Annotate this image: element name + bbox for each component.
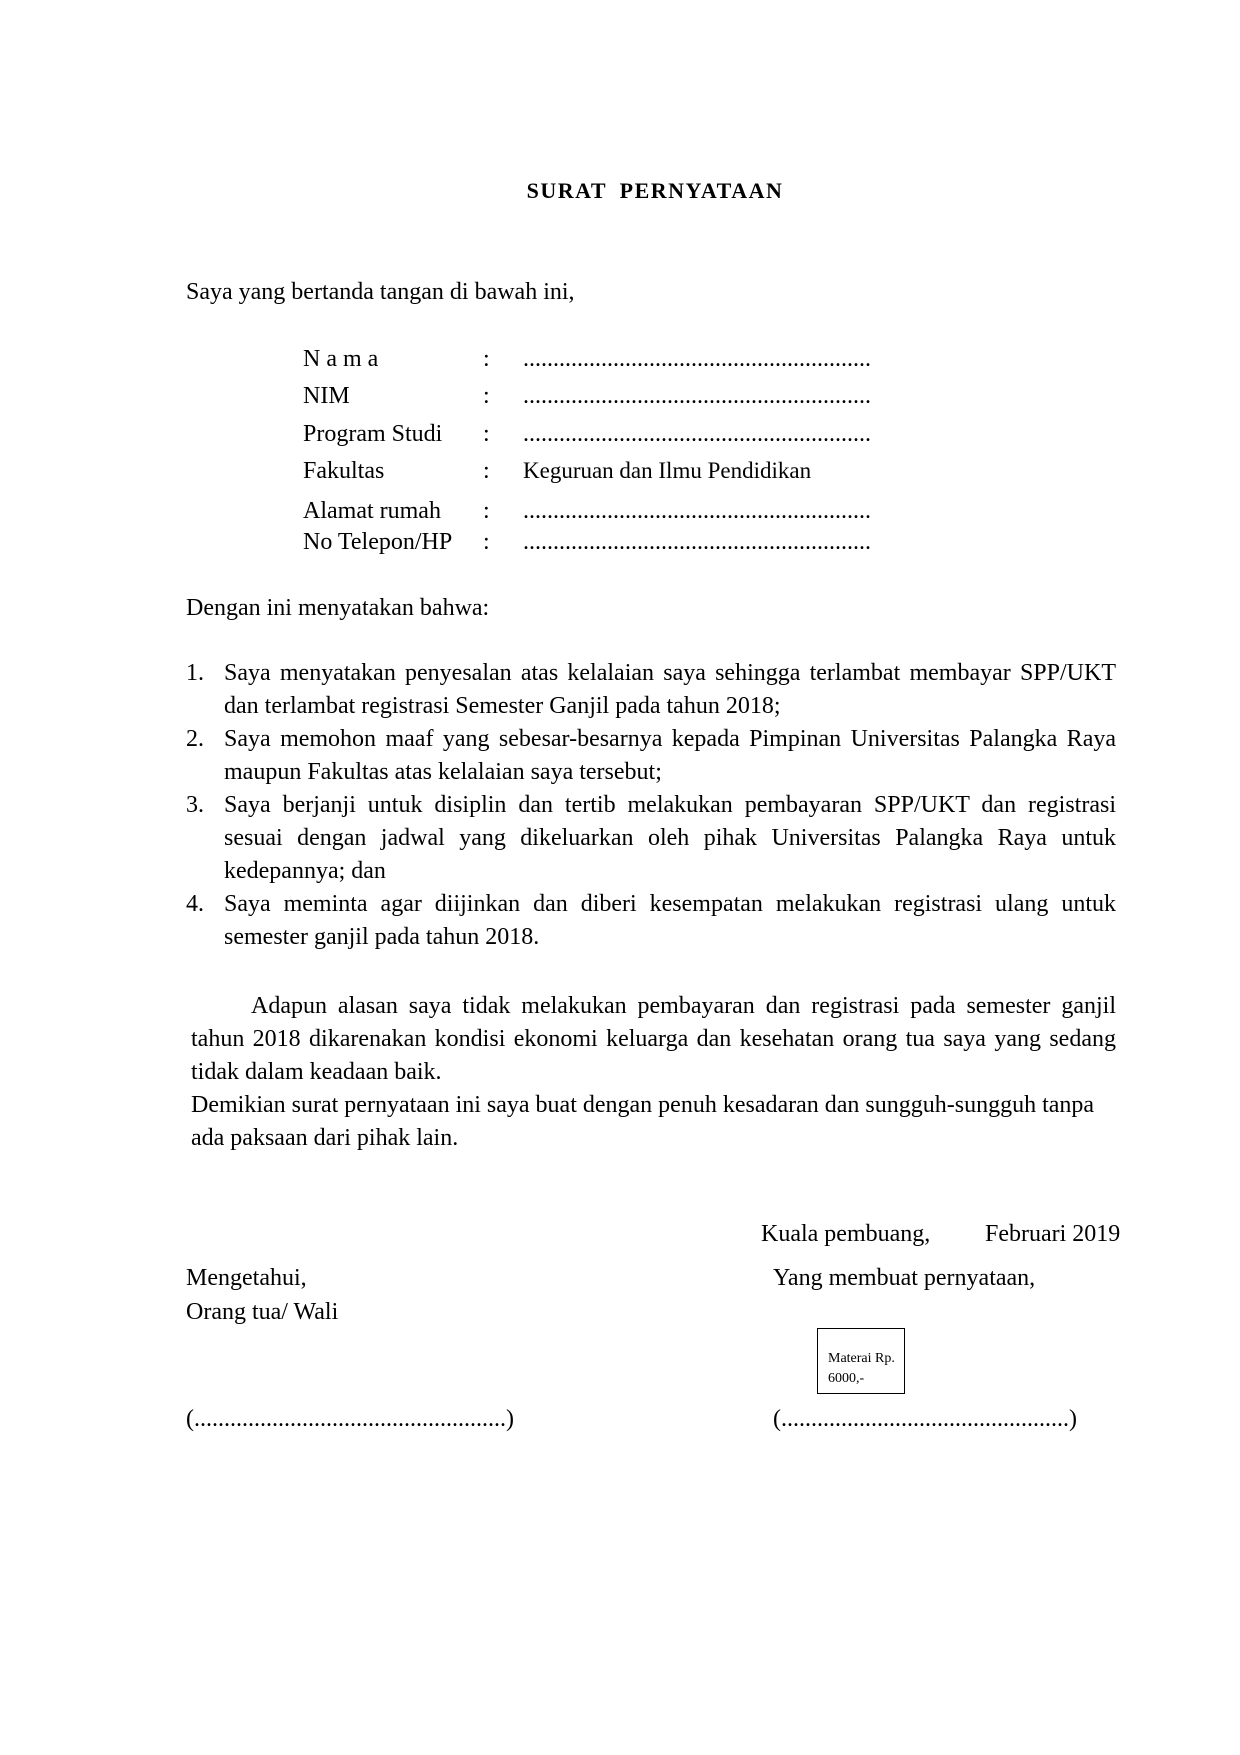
- statement-intro: Dengan ini menyatakan bahwa:: [186, 595, 490, 621]
- stamp-amount: 6000,-: [828, 1371, 865, 1386]
- statement-list: [186, 657, 1116, 954]
- field-label: Alamat rumah: [303, 498, 441, 524]
- list-item: [186, 789, 1116, 888]
- stamp-label: Materai Rp.: [828, 1351, 895, 1366]
- field-label: NIM: [303, 383, 350, 409]
- field-label: No Telepon/HP: [303, 529, 453, 555]
- document-title: SURAT PERNYATAAN: [526, 178, 784, 203]
- field-colon: :: [483, 529, 490, 555]
- field-colon: :: [483, 458, 490, 484]
- date-text: Februari 2019: [985, 1221, 1121, 1247]
- list-item: [186, 723, 1116, 789]
- field-label: Program Studi: [303, 421, 443, 447]
- field-value: ..........................................................: [523, 346, 871, 372]
- list-item: [186, 888, 1116, 954]
- list-item: [186, 657, 1116, 723]
- field-value: ..........................................................: [523, 383, 871, 409]
- field-value: ..........................................................: [523, 421, 871, 447]
- field-colon: :: [483, 498, 490, 524]
- field-colon: :: [483, 383, 490, 409]
- field-colon: :: [483, 346, 490, 372]
- list-item-text: Saya meminta agar diijinkan dan diberi kesempatan melakukan registrasi ulang untuk semester ganjil pada tahun 2018.: [224, 891, 1116, 950]
- intro-text: Saya yang bertanda tangan di bawah ini,: [186, 279, 575, 305]
- right-sign-heading: Yang membuat pernyataan,: [773, 1265, 1036, 1291]
- field-value: ..........................................................: [523, 498, 871, 524]
- stamp-box: [817, 1328, 905, 1394]
- list-item-text: Saya menyatakan penyesalan atas kelalaian saya sehingga terlambat membayar SPP/UKT dan terlambat registrasi Semester Ganjil pada tahun 2018;: [224, 660, 1116, 719]
- list-item-text: Saya berjanji untuk disiplin dan tertib melakukan pembayaran SPP/UKT dan registrasi sesuai dengan jadwal yang dikeluarkan oleh pihak Universitas Palangka Raya untuk kedepannya; dan: [224, 792, 1116, 884]
- place-text: Kuala pembuang,: [761, 1221, 931, 1247]
- list-item-number: 1.: [186, 660, 204, 686]
- field-colon: :: [483, 421, 490, 447]
- list-item-text: Saya memohon maaf yang sebesar-besarnya kepada Pimpinan Universitas Palangka Raya maupun Fakultas atas kelalaian saya tersebut;: [224, 726, 1116, 785]
- list-item-number: 2.: [186, 726, 204, 752]
- left-signature-line: (....................................................): [186, 1406, 514, 1432]
- list-item-number: 4.: [186, 891, 204, 917]
- field-label: Fakultas: [303, 458, 385, 484]
- field-value: Keguruan dan Ilmu Pendidikan: [523, 458, 812, 483]
- reason-paragraph: Adapun alasan saya tidak melakukan pembayaran dan registrasi pada semester ganjil tahun 2018 dikarenakan kondisi ekonomi keluarga dan kesehatan orang tua saya yang sedang tidak dalam keadaan baik.: [191, 993, 1116, 1085]
- list-item-number: 3.: [186, 792, 204, 818]
- left-sign-role: Orang tua/ Wali: [186, 1299, 339, 1325]
- left-sign-heading: Mengetahui,: [186, 1265, 307, 1291]
- closing-paragraph: Demikian surat pernyataan ini saya buat dengan penuh kesadaran dan sungguh-sungguh tanpa ada paksaan dari pihak lain.: [191, 1092, 1095, 1151]
- right-signature-line: (................................................): [773, 1406, 1077, 1432]
- field-label: N a m a: [303, 346, 379, 372]
- field-value: ..........................................................: [523, 529, 871, 555]
